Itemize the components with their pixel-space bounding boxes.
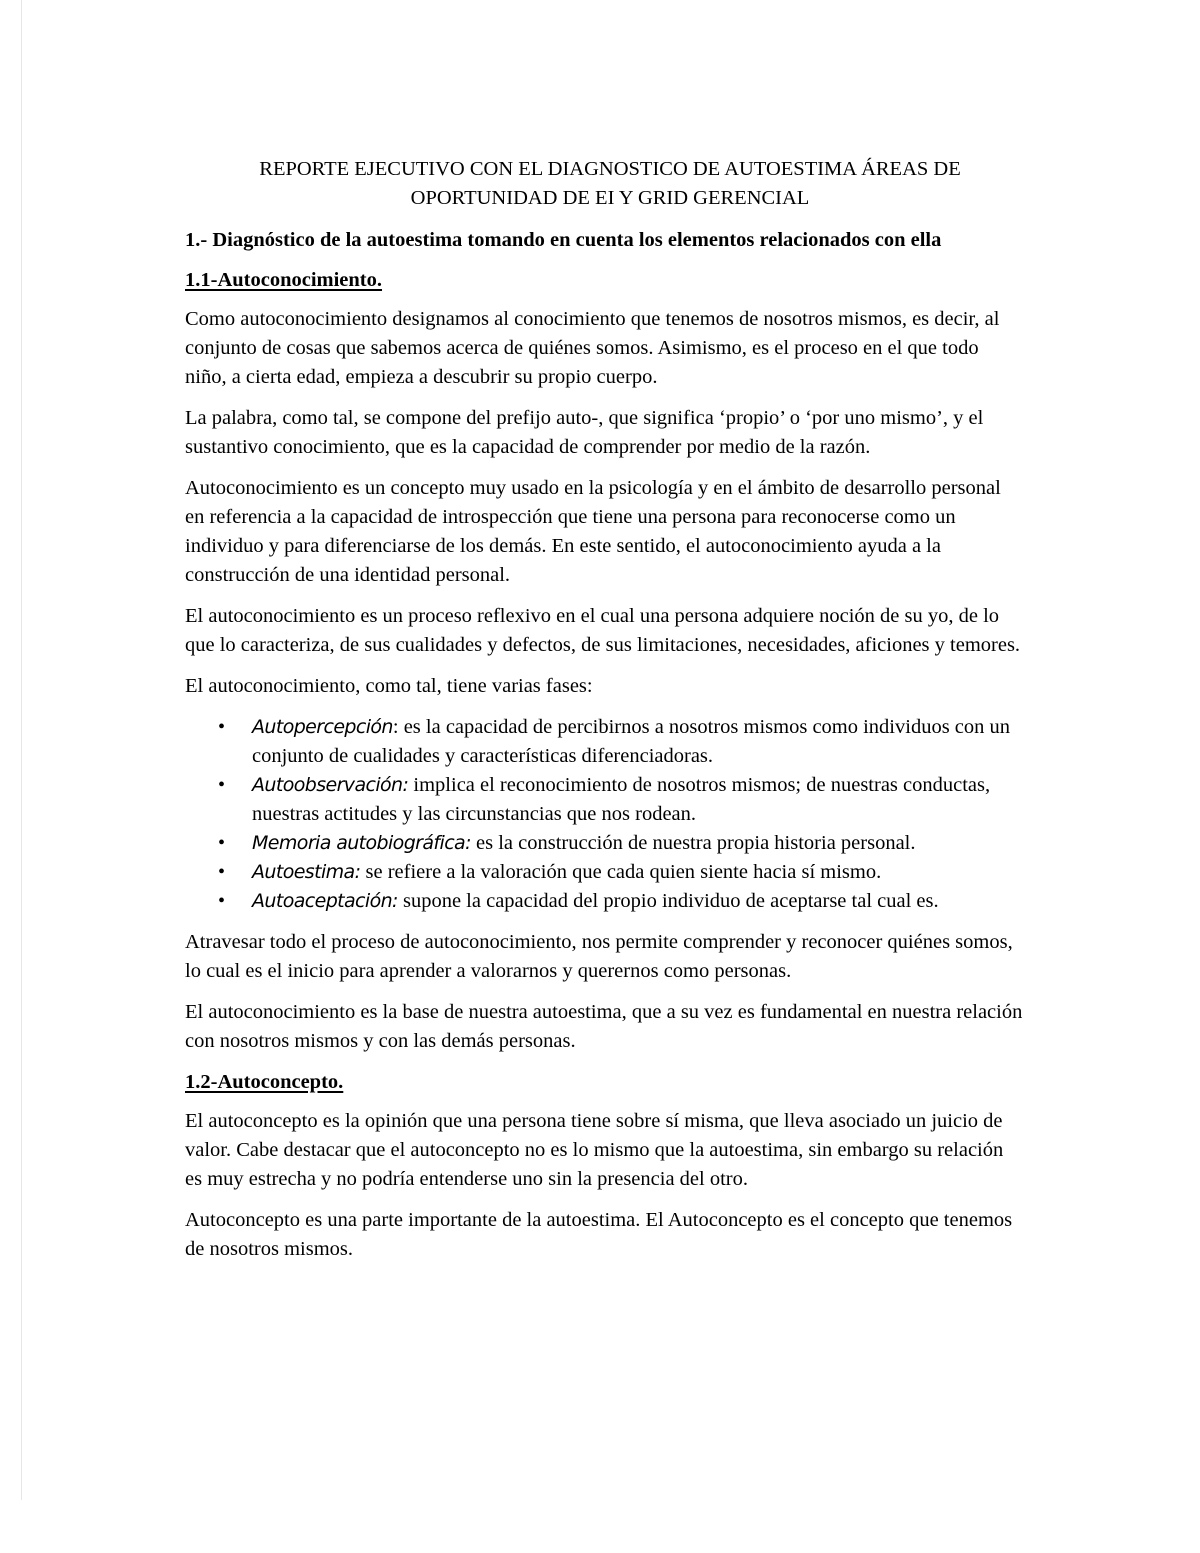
paragraph-autoconocimiento-2: La palabra, como tal, se compone del prefijo auto-, que significa ‘propio’ o ‘por uno mismo’, y el sustantivo conocimiento, que es la capacidad de comprender por medio de la razón. xyxy=(185,407,984,458)
heading-autoconcepto: 1.2-Autoconcepto. xyxy=(185,1071,344,1093)
heading-diagnostico: 1.- Diagnóstico de la autoestima tomando en cuenta los elementos relacionados con ella xyxy=(185,229,942,251)
document-title-line-1: REPORTE EJECUTIVO CON EL DIAGNOSTICO DE AUTOESTIMA ÁREAS DE xyxy=(259,158,961,180)
document-page xyxy=(185,155,1025,1276)
list-item-autoestima xyxy=(185,858,1025,887)
definition-memoria-autobiografica: es la construcción de nuestra propia historia personal. xyxy=(470,832,916,854)
list-item-autopercepcion xyxy=(185,713,1025,771)
paragraph-autoconocimiento-1: Como autoconocimiento designamos al conocimiento que tenemos de nosotros mismos, es decir, al conjunto de cosas que sabemos acerca de quiénes somos. Asimismo, es el proceso en el que todo niño, a cierta edad, empieza a descubrir su propio cuerpo. xyxy=(185,308,1000,388)
term-autopercepcion: Autopercepción xyxy=(252,716,393,738)
paragraph-closing-2: El autoconocimiento es la base de nuestra autoestima, que a su vez es fundamental en nuestra relación con nosotros mismos y con las demás personas. xyxy=(185,1001,1023,1052)
paragraph-autoconcepto-1: El autoconcepto es la opinión que una persona tiene sobre sí misma, que lleva asociado un juicio de valor. Cabe destacar que el autoconcepto no es lo mismo que la autoestima, sin embargo su relación es muy estrecha y no podría entenderse uno sin la presencia del otro. xyxy=(185,1110,1004,1190)
bullet-icon: • xyxy=(218,890,226,912)
definition-autoobservacion: implica el reconocimiento de nosotros mismos; de nuestras conductas, nuestras actitudes y las circunstancias que nos rodean. xyxy=(252,774,991,825)
bullet-icon: • xyxy=(218,774,226,796)
paragraph-closing-1: Atravesar todo el proceso de autoconocimiento, nos permite comprender y reconocer quiénes somos, lo cual es el inicio para aprender a valorarnos y querernos como personas. xyxy=(185,931,1013,982)
paragraph-fases-intro: El autoconocimiento, como tal, tiene varias fases: xyxy=(185,675,593,697)
phases-list xyxy=(185,713,1025,916)
definition-autopercepcion: : es la capacidad de percibirnos a nosotros mismos como individuos con un conjunto de cualidades y características diferenciadoras. xyxy=(252,716,1011,767)
definition-autoaceptacion: supone la capacidad del propio individuo de aceptarse tal cual es. xyxy=(397,890,939,912)
term-memoria-autobiografica: Memoria autobiográfica: xyxy=(252,832,471,854)
document-title xyxy=(185,155,1025,213)
term-autoobservacion: Autoobservación: xyxy=(252,774,409,796)
paragraph-autoconocimiento-3: Autoconocimiento es un concepto muy usado en la psicología y en el ámbito de desarrollo personal en referencia a la capacidad de introspección que tiene una persona para reconocerse como un individuo y para diferenciarse de los demás. En este sentido, el autoconocimiento ayuda a la construcción de una identidad personal. xyxy=(185,477,1001,586)
list-item-memoria-autobiografica xyxy=(185,829,1025,858)
page-edge-line xyxy=(21,0,22,1500)
bullet-icon: • xyxy=(218,716,226,738)
list-item-autoaceptacion xyxy=(185,887,1025,916)
definition-autoestima: se refiere a la valoración que cada quien siente hacia sí mismo. xyxy=(360,861,882,883)
document-title-line-2: OPORTUNIDAD DE EI Y GRID GERENCIAL xyxy=(410,187,810,209)
term-autoaceptacion: Autoaceptación: xyxy=(252,890,398,912)
bullet-icon: • xyxy=(218,861,226,883)
term-autoestima: Autoestima: xyxy=(252,861,361,883)
heading-autoconocimiento: 1.1-Autoconocimiento. xyxy=(185,269,383,291)
paragraph-autoconcepto-2: Autoconcepto es una parte importante de la autoestima. El Autoconcepto es el concepto que tenemos de nosotros mismos. xyxy=(185,1209,1013,1260)
bullet-icon: • xyxy=(218,832,226,854)
paragraph-autoconocimiento-4: El autoconocimiento es un proceso reflexivo en el cual una persona adquiere noción de su yo, de lo que lo caracteriza, de sus cualidades y defectos, de sus limitaciones, necesidades, aficiones y temores. xyxy=(185,605,1021,656)
list-item-autoobservacion xyxy=(185,771,1025,829)
